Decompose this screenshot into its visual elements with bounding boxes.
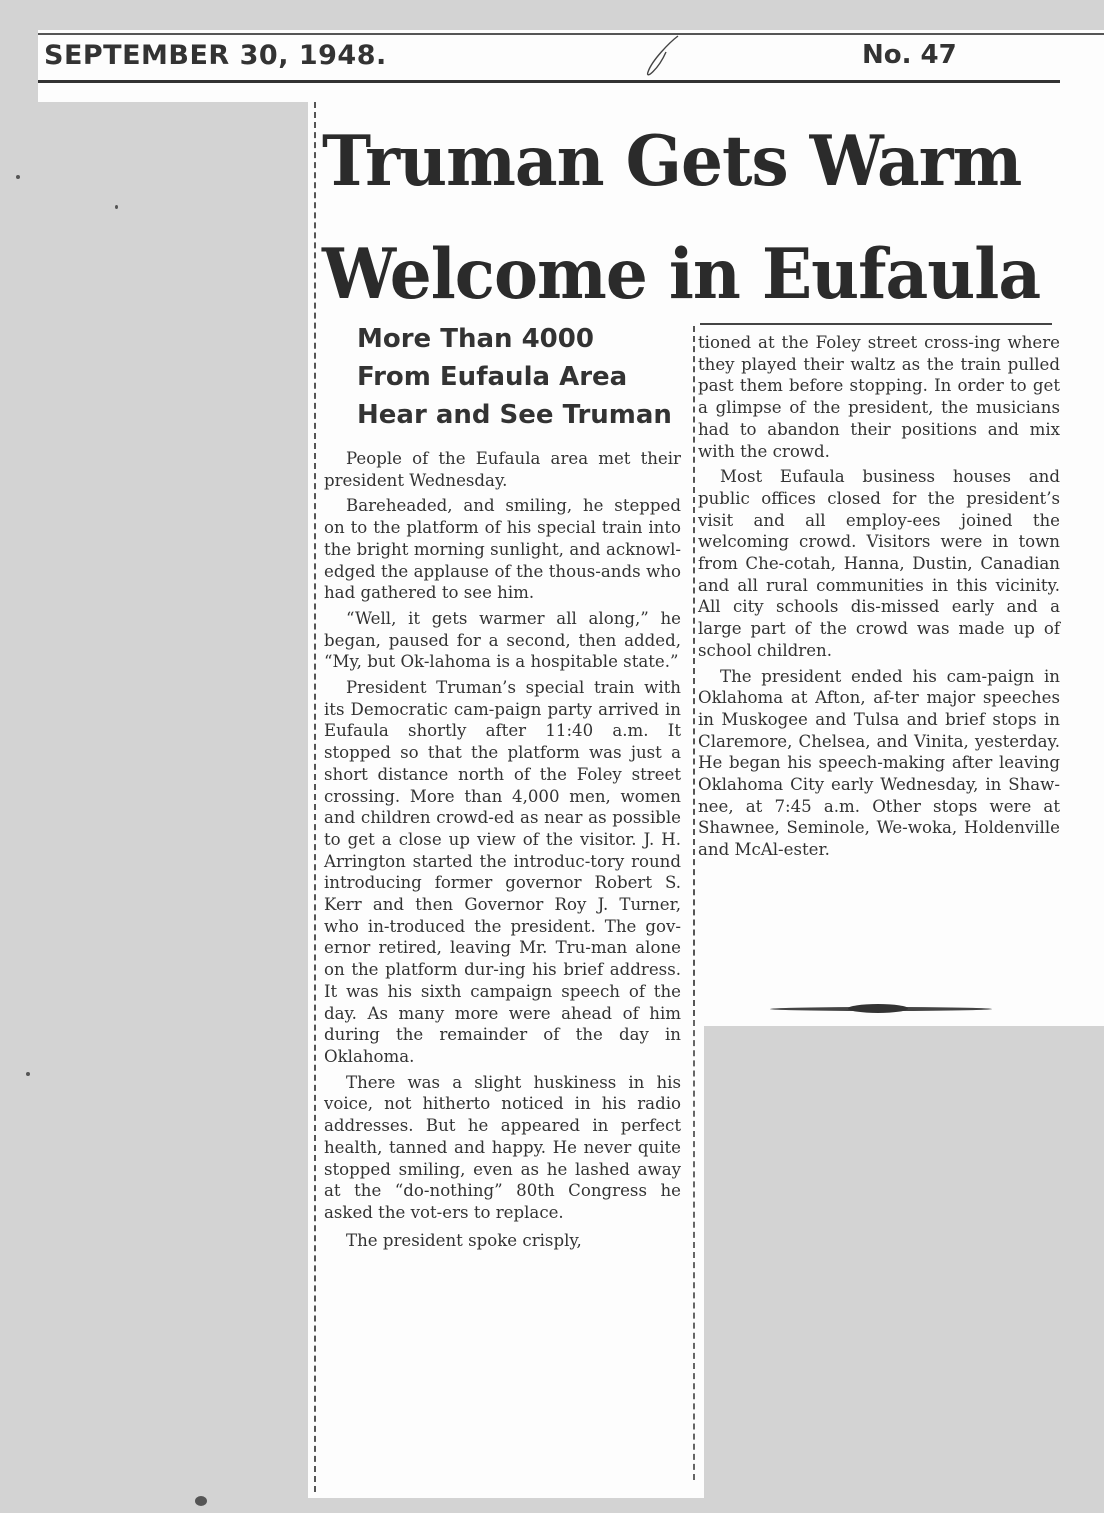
header-bottom-rule bbox=[38, 80, 1060, 83]
column-rule-middle-lower bbox=[693, 1020, 695, 1480]
subhead-line: More Than 4000 bbox=[357, 324, 594, 354]
speck bbox=[195, 1496, 207, 1506]
paragraph: Most Eufaula business houses and public offices closed for the president’s visit and all employ-ees joined the welcoming crowd. Visitors were in town from Che-cotah, Hanna, Dustin, Canadian and all rural communities in this vicinity. All city schools dis-missed early and a large part of the crowd was made up of school children. bbox=[698, 467, 1060, 660]
paragraph: There was a slight huskiness in his voice, not hitherto noticed in his radio addresses. But he appeared in perfect health, tanned and happy. He never quite stopped smiling, even as he lashed away at the “do-nothing” 80th Congress he asked the vot-ers to replace. bbox=[324, 1072, 681, 1222]
headline-line: Welcome in Eufaula bbox=[322, 233, 1041, 316]
paragraph: The president ended his cam-paign in Oklahoma at Afton, af-ter major speeches in Muskogee and Tulsa and brief stops in Claremore, Chelsea, and Vinita, yesterday. He began his speech-making after leaving Oklahoma City early Wednesday, in Shaw-nee, at 7:45 a.m. Other stops were at Shawnee, Seminole, We-woka, Holdenville and McAl-ester. bbox=[698, 666, 1060, 860]
subheadline bbox=[357, 320, 687, 434]
speck bbox=[115, 205, 118, 209]
headline bbox=[322, 104, 1062, 331]
paragraph: tioned at the Foley street cross-ing where they played their waltz as the train pulled past them before stopping. In order to get a glimpse of the president, the musicians had to abandon their positions and mix with the crowd. bbox=[698, 333, 1060, 461]
column-rule-left bbox=[314, 102, 316, 1492]
speck bbox=[26, 1072, 30, 1076]
paragraph: “Well, it gets warmer all along,” he began, paused for a second, then added, “My, but Ok-lahoma is a hospitable state.” bbox=[324, 608, 681, 672]
article-body-left-column bbox=[324, 448, 681, 1255]
paragraph: President Truman’s special train with its Democratic cam-paign party arrived in Eufaula shortly after 11:40 a.m. It stopped so that the platform was just a short distance north of the Foley street crossing. More than 4,000 men, women and children crowd-ed as near as possible to get a close up view of the visitor. J. H. Arrington started the introduc-tory round introducing former governor Robert S. Kerr and then Governor Roy J. Turner, who in-troduced the president. The gov-ernor retired, leaving Mr. Tru-man alone on the platform dur-ing his brief address. It was his sixth campaign speech of the day. As many more were ahead of him during the remainder of the day in Oklahoma. bbox=[324, 678, 681, 1066]
column-rule-middle bbox=[693, 326, 695, 1016]
article-body-right-column bbox=[698, 332, 1060, 865]
header-top-rule bbox=[38, 33, 1104, 35]
subhead-line: Hear and See Truman bbox=[357, 400, 672, 430]
end-of-article-rule-swell bbox=[848, 1004, 908, 1013]
paragraph: The president spoke crisply, bbox=[346, 1230, 582, 1250]
headline-line: Truman Gets Warm bbox=[322, 119, 1022, 202]
right-column-top-rule bbox=[700, 323, 1052, 325]
paragraph: People of the Eufaula area met their president Wednesday. bbox=[324, 449, 681, 490]
dateline: SEPTEMBER 30, 1948. bbox=[44, 40, 387, 71]
paragraph: Bareheaded, and smiling, he stepped on to the platform of his special train into the bright morning sunlight, and acknowl-edged the applause of the thous-ands who had gathered to see him. bbox=[324, 496, 681, 603]
issue-number: No. 47 bbox=[862, 40, 957, 70]
handwritten-mark-icon bbox=[630, 30, 690, 80]
subhead-line: From Eufaula Area bbox=[357, 362, 628, 392]
speck bbox=[16, 175, 20, 179]
